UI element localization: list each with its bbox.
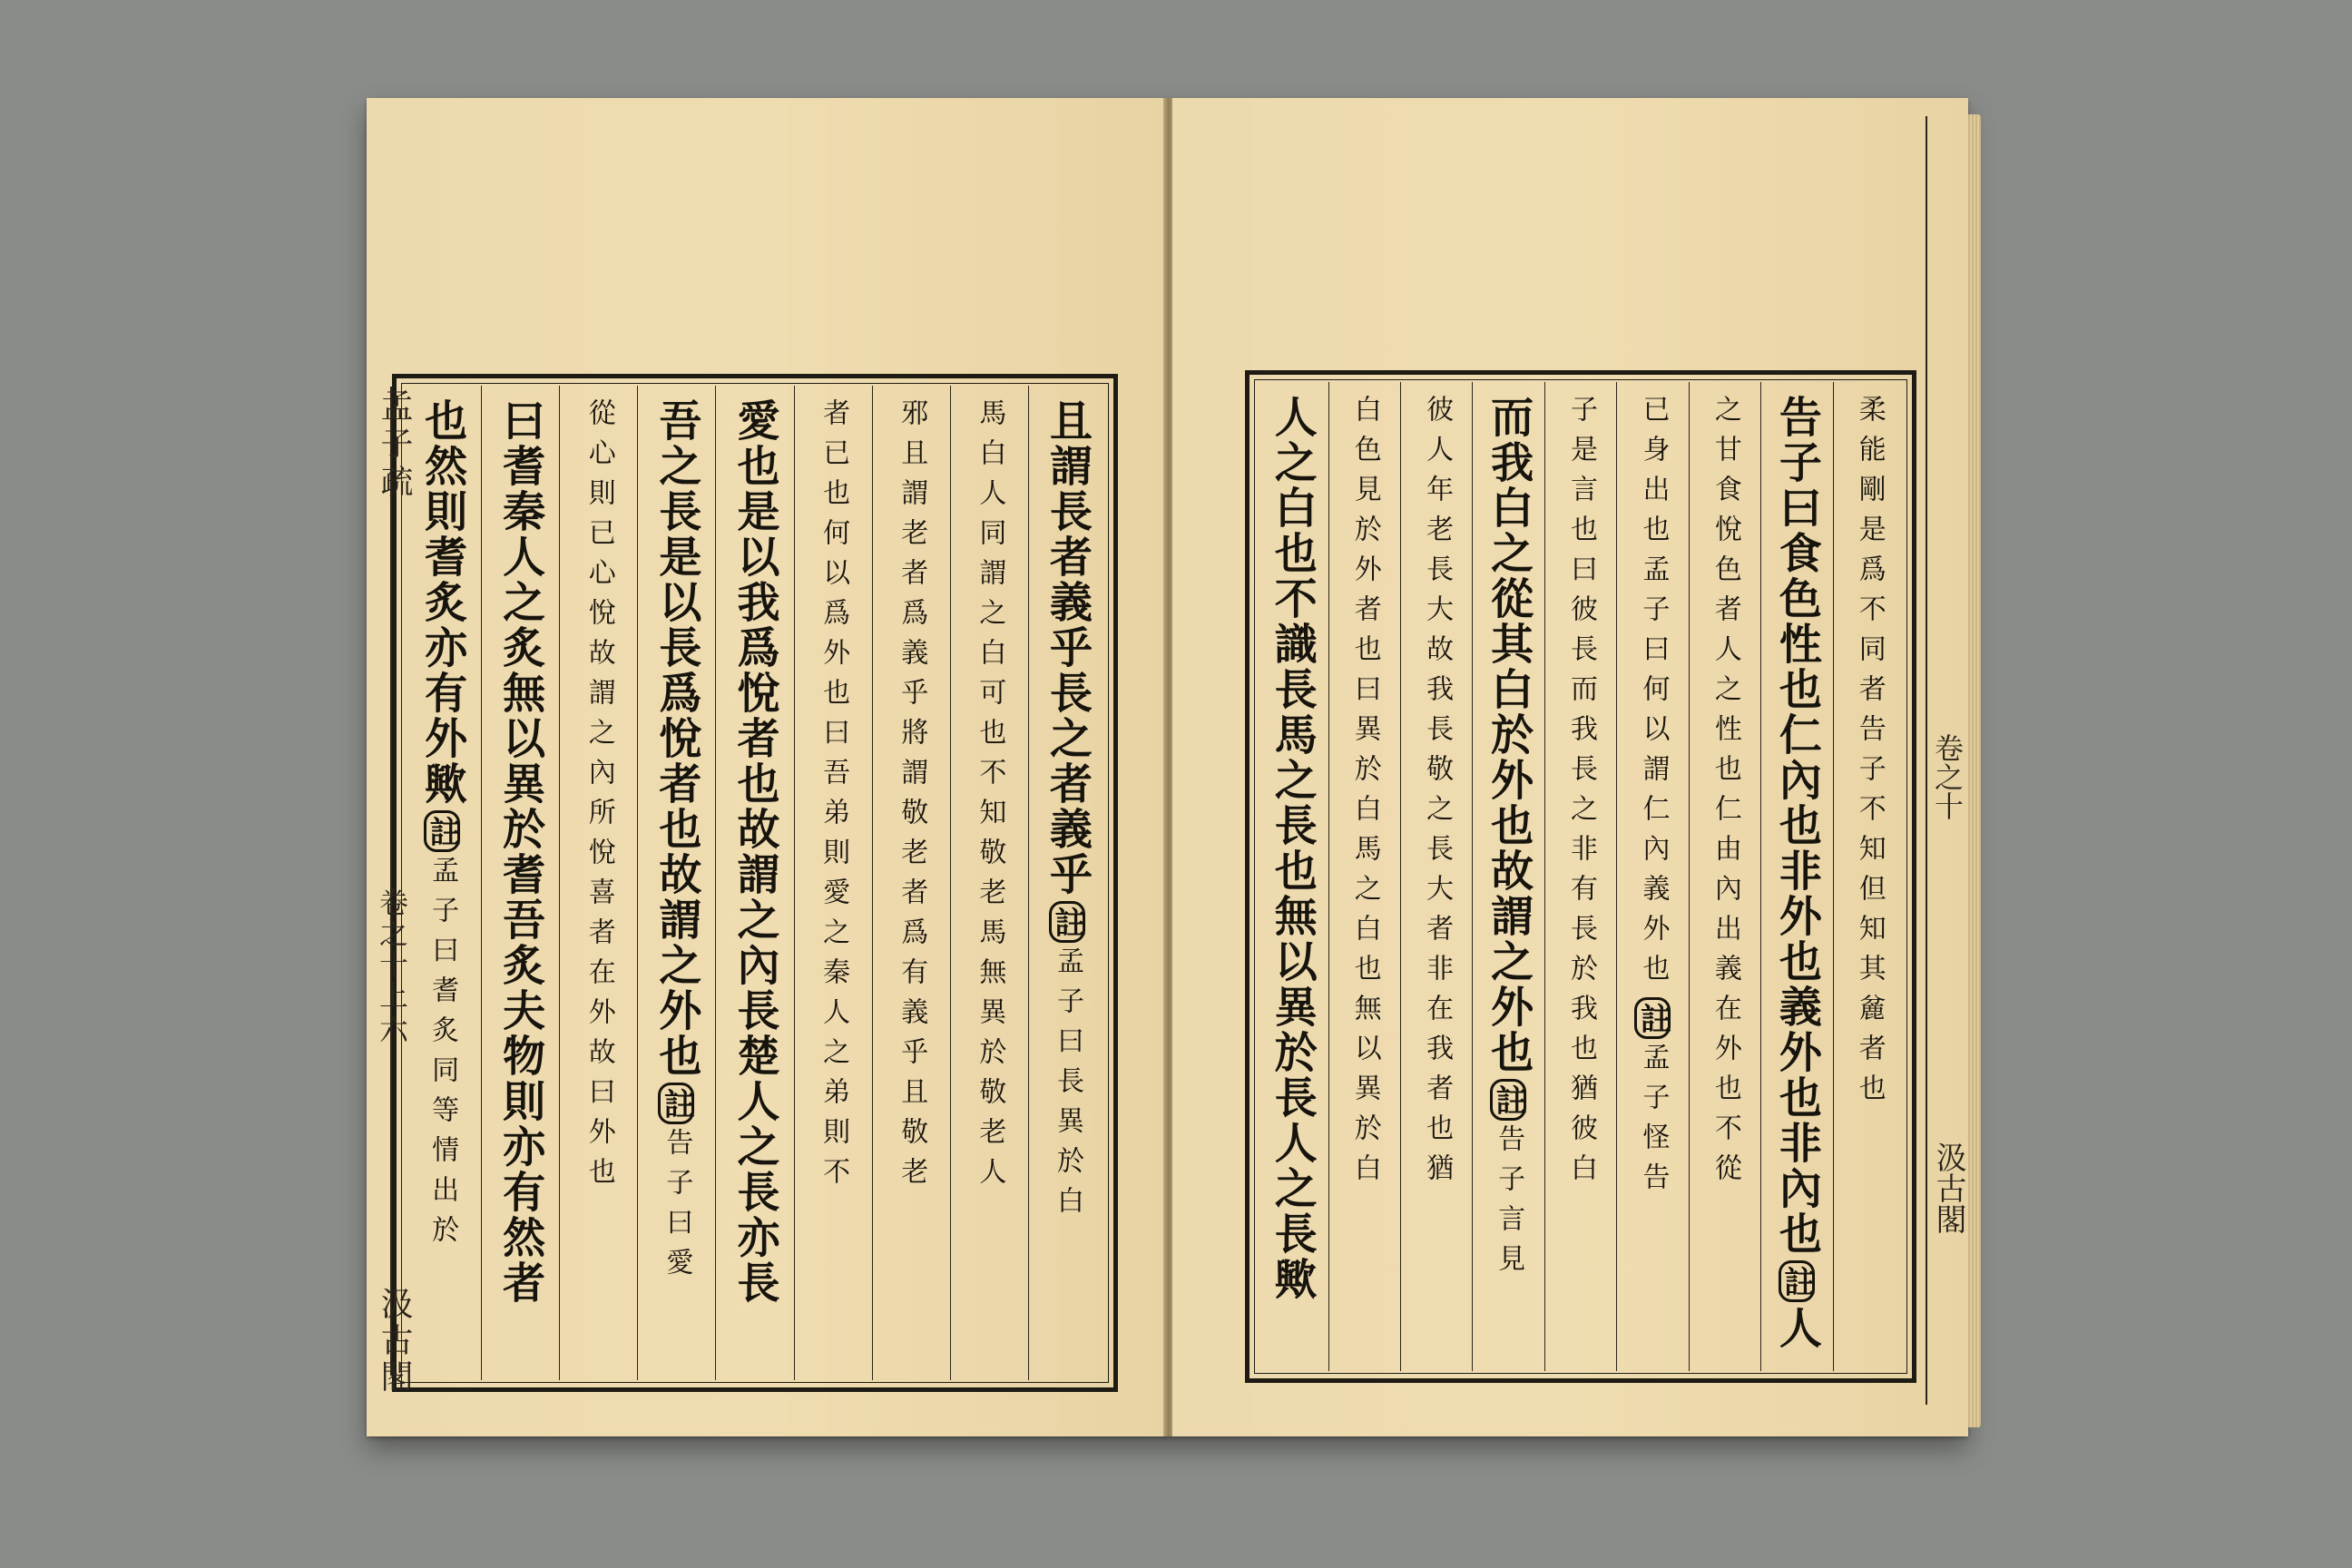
right-column-5	[1544, 382, 1616, 1371]
commentary-text: 柔能剛是爲不同者告子不知但知其麄者也	[1853, 395, 1886, 1113]
right-column-4	[1616, 382, 1688, 1371]
right-column-8	[1328, 382, 1400, 1371]
commentary-text: 子是言也曰彼長而我長之非有長於我也猶彼白	[1565, 395, 1598, 1193]
commentary-text: 馬白人同謂之白可也不知敬老馬無異於敬老人	[974, 398, 1006, 1197]
left-text-frame	[392, 374, 1118, 1392]
open-book	[367, 98, 1968, 1436]
left-column-4	[794, 386, 872, 1380]
left-column-8	[481, 386, 559, 1380]
zhu-marker: 註	[1490, 1079, 1526, 1121]
right-column-6	[1472, 382, 1544, 1371]
right-columns	[1257, 382, 1905, 1371]
right-column-2	[1760, 382, 1832, 1371]
main-text: 而我白之從其白於外也故謂之外也	[1484, 395, 1534, 1075]
zhu-marker: 註	[1779, 1260, 1815, 1302]
commentary-text: 從心則已心悅故謂之內所悅喜者在外故曰外也	[583, 398, 615, 1197]
margin-juan: 卷之十	[1930, 733, 1965, 820]
zhu-marker: 註	[658, 1083, 694, 1124]
commentary-text: 者已也何以爲外也曰吾弟則愛之秦人之弟則不	[818, 398, 850, 1197]
zhu-marker: 註	[1049, 901, 1085, 943]
commentary-text: 孟子怪告	[1637, 1043, 1670, 1202]
margin-publisher: 汲古閣	[376, 1287, 413, 1396]
margin-publisher: 汲古閣	[1930, 1142, 1966, 1234]
zhu-marker: 註	[424, 810, 460, 852]
commentary-text: 彼人年老長大故我長敬之長大者非在我者也猶	[1421, 395, 1454, 1193]
left-column-9	[404, 386, 481, 1380]
main-text: 且謂長者義乎長之者義乎	[1042, 398, 1093, 897]
left-column-3	[872, 386, 950, 1380]
right-column-3	[1689, 382, 1760, 1371]
right-page	[1172, 98, 1968, 1436]
commentary-text: 已身出也孟子曰何以謂仁內義外也	[1637, 395, 1670, 994]
commentary-text: 邪且謂老者爲義乎將謂敬老者爲有義乎且敬老	[896, 398, 928, 1197]
main-text: 愛也是以我爲悅者也故謂之內長楚人之長亦長	[730, 398, 780, 1306]
margin-rule	[390, 387, 392, 1376]
main-text: 告子曰食色性也仁內也非外也義外也非內也	[1771, 395, 1822, 1257]
commentary-text: 告子曰愛	[661, 1128, 693, 1288]
left-page	[367, 98, 1165, 1436]
left-column-7	[559, 386, 637, 1380]
commentary-text: 孟子曰耆炙同等情出於	[426, 856, 459, 1255]
right-text-frame	[1245, 370, 1916, 1383]
left-column-1	[1028, 386, 1106, 1380]
commentary-text: 之甘食悅色者人之性也仁由內出義在外也不從	[1709, 395, 1741, 1193]
right-column-1	[1833, 382, 1905, 1371]
left-column-6	[637, 386, 715, 1380]
right-column-7	[1400, 382, 1472, 1371]
commentary-text: 告子言見	[1493, 1124, 1525, 1284]
left-columns	[404, 386, 1106, 1380]
margin-juan: 卷之十上	[375, 887, 409, 1011]
margin-folio: 六	[375, 1014, 409, 1044]
right-column-9	[1257, 382, 1328, 1371]
commentary-text: 白色見於外者也曰異於白馬之白也無以異於白	[1348, 395, 1381, 1193]
margin-title: 孟子疏	[376, 388, 413, 503]
margin-rule	[1926, 116, 1927, 1405]
main-text: 吾之長是以長爲悅者也故謂之外也	[652, 398, 702, 1079]
main-text: 人之白也不識長馬之長也無以異於長人之長歟	[1267, 395, 1318, 1302]
main-text: 也然則耆炙亦有外歟	[417, 398, 468, 807]
left-column-2	[950, 386, 1028, 1380]
left-column-5	[715, 386, 793, 1380]
commentary-text: 孟子曰長異於白	[1051, 946, 1083, 1226]
zhu-marker: 註	[1634, 997, 1671, 1039]
main-text: 曰耆秦人之炙無以異於耆吾炙夫物則亦有然者	[495, 398, 546, 1306]
main-text: 人	[1771, 1306, 1822, 1351]
